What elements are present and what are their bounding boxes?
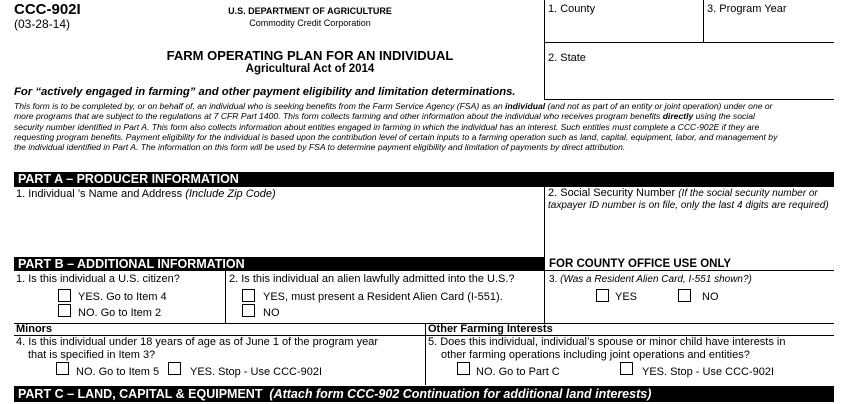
q5-interests-label: 5. Does this individual, individual’s spouse or minor child have interests in (428, 336, 786, 348)
form-act: Agricultural Act of 2014 (245, 63, 375, 75)
name-address-label: 1. Individual ’s Name and Address (Include Zip Code) (16, 188, 276, 200)
q3-no-label: NO (702, 291, 719, 303)
program-year-label: 3. Program Year (707, 3, 787, 15)
purpose-text: This form is to be completed by, or on behalf of, an individual who is seeking benefits from the Farm Service Agency (FSA) as an individual (and not as part of an entity or joint operation) under one or more programs that are subject to the regulations at 7 CFR Part 1400. This form collects farming and other information about the individual who receives program benefits directly using the social security number identified in Part A. This form also collects information about entities engaged in farming in which the individual has an interest. Such entities must complete a CCC-902E if they are requesting program benefits. Payment eligibility for the individual is based upon the contribution level of certain inputs to a farming operation such as land, capital, equipment, labor, and management by the individual identified in Part A. The information on this form will be used by FSA to determine payment eligibility and limitation of payments by direct attribution. (14, 101, 778, 153)
q3-yes-checkbox[interactable] (596, 289, 609, 302)
q2-no-checkbox[interactable] (242, 304, 255, 317)
name-address-field[interactable] (16, 202, 542, 256)
q3-no-checkbox[interactable] (678, 289, 691, 302)
q3-card-label: 3. (Was a Resident Alien Card, I-551 shown?) (549, 274, 752, 285)
state-label: 2. State (548, 52, 586, 64)
q1-yes-label: YES. Go to Item 4 (78, 291, 167, 303)
part-c-header: PART C – LAND, CAPITAL & EQUIPMENT (Attach form CCC-902 Continuation for additional land interests) (14, 386, 834, 402)
part-a-header: PART A – PRODUCER INFORMATION (14, 172, 834, 187)
q2-no-label: NO (263, 307, 280, 319)
q5-yes-checkbox[interactable] (620, 362, 633, 375)
q2-yes-checkbox[interactable] (242, 289, 255, 302)
form-number: CCC-902I (14, 1, 81, 18)
q5-no-label: NO. Go to Part C (476, 366, 560, 378)
q4-under18-label-cont: that is specified in Item 3? (28, 349, 156, 361)
county-office-use-label: FOR COUNTY OFFICE USE ONLY (549, 258, 732, 270)
q4-no-label: NO. Go to Item 5 (76, 366, 160, 378)
q1-no-checkbox[interactable] (58, 304, 71, 317)
state-field[interactable] (546, 64, 833, 98)
corporation-name: Commodity Credit Corporation (249, 18, 371, 28)
county-label: 1. County (548, 3, 596, 15)
ssn-label: 2. Social Security Number (If the social security number or taxpayer ID number is on file, only the last 4 digits are required) (548, 187, 829, 211)
q4-under18-label: 4. Is this individual under 18 years of age as of June 1 of the program year (16, 336, 378, 348)
q1-yes-checkbox[interactable] (58, 289, 71, 302)
q5-yes-label: YES. Stop - Use CCC-902I (642, 366, 775, 378)
q1-no-label: NO. Go to Item 2 (78, 307, 162, 319)
part-b-header: PART B – ADDITIONAL INFORMATION (14, 257, 544, 271)
minors-heading: Minors (16, 323, 53, 335)
agency-name: U.S. DEPARTMENT OF AGRICULTURE (228, 6, 392, 16)
program-year-field[interactable] (705, 13, 833, 41)
other-interests-heading: Other Farming Interests (428, 323, 553, 335)
q4-no-checkbox[interactable] (56, 362, 69, 375)
q2-yes-label: YES, must present a Resident Alien Card (I-551). (263, 291, 503, 303)
q5-interests-label-cont: other farming operations including joint operations and entities? (441, 349, 750, 361)
q5-no-checkbox[interactable] (457, 362, 470, 375)
form-subtitle: For “actively engaged in farming” and other payment eligibility and limitation determinations. (14, 86, 516, 98)
q3-yes-label: YES (615, 291, 638, 303)
q2-alien-label: 2. Is this individual an alien lawfully admitted into the U.S.? (229, 273, 515, 285)
q1-citizen-label: 1. Is this individual a U.S. citizen? (16, 273, 180, 285)
form-title: FARM OPERATING PLAN FOR AN INDIVIDUAL (166, 48, 454, 63)
county-field[interactable] (546, 13, 702, 41)
ssn-field[interactable] (546, 224, 833, 256)
q4-yes-checkbox[interactable] (168, 362, 181, 375)
q4-yes-label: YES. Stop - Use CCC-902I (190, 366, 323, 378)
form-date: (03-28-14) (14, 17, 71, 31)
